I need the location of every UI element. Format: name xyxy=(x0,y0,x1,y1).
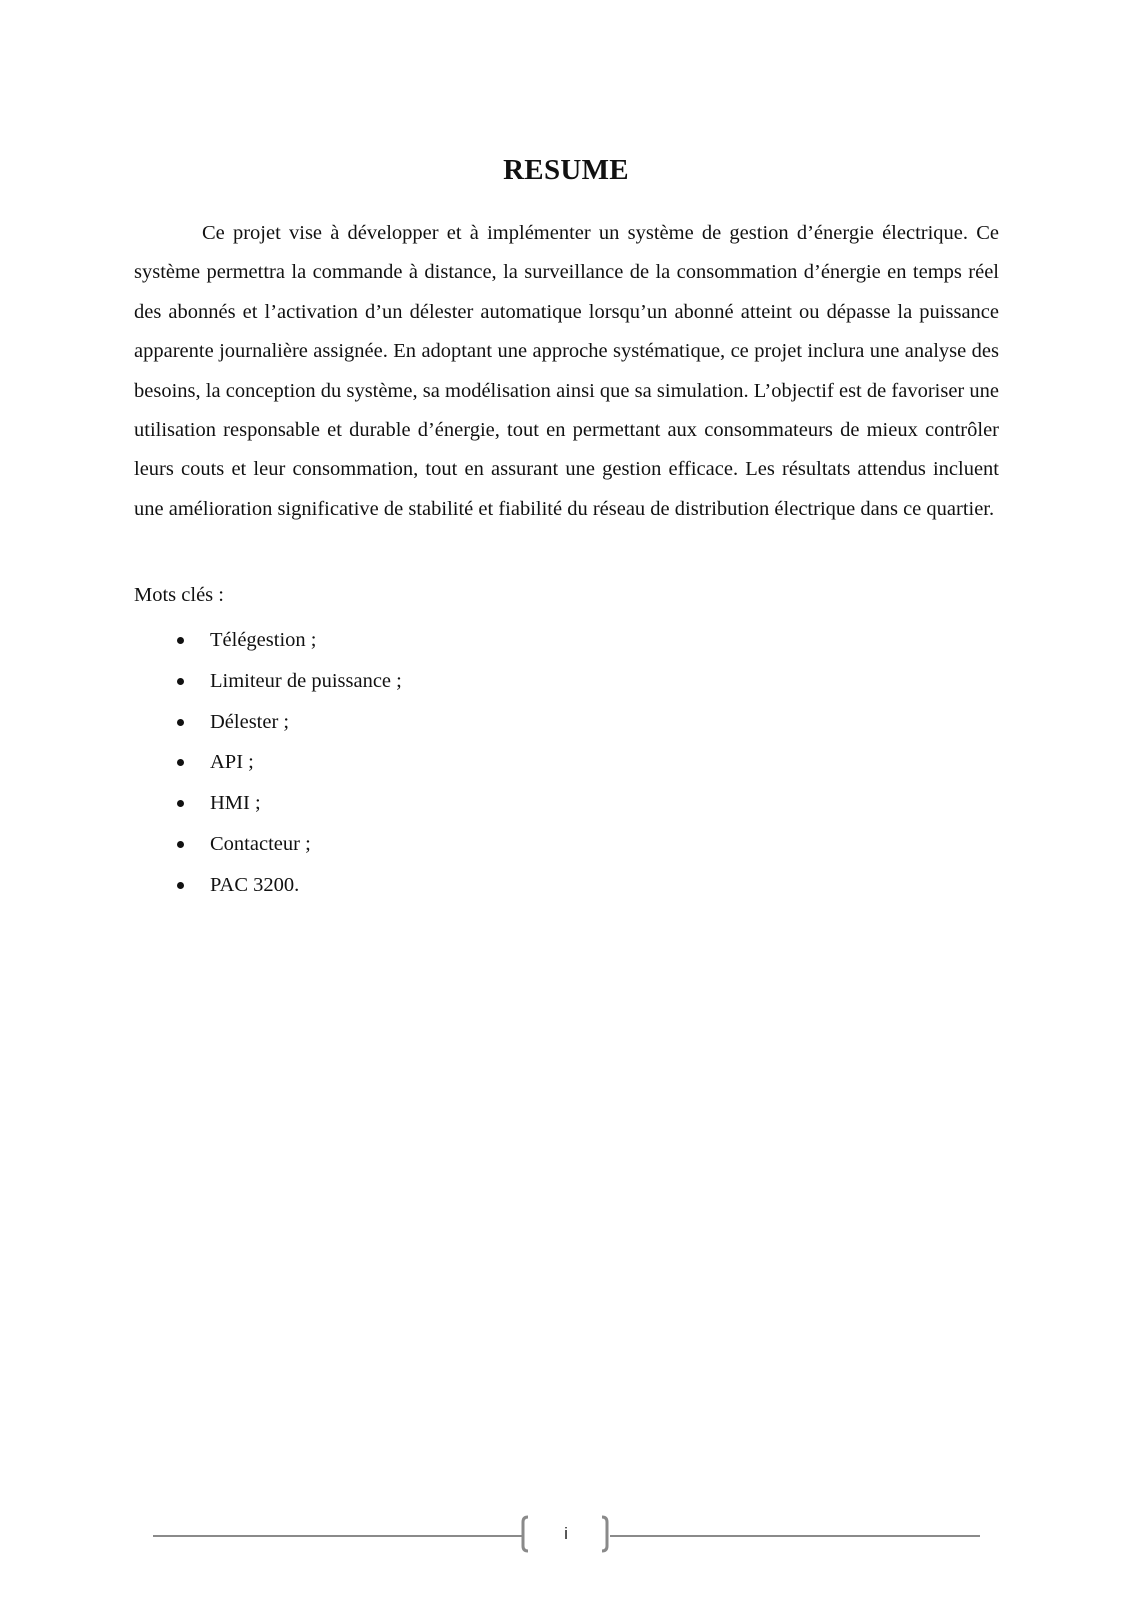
keyword-text: PAC 3200. xyxy=(210,873,300,896)
bullet-icon xyxy=(177,800,184,807)
keyword-item xyxy=(134,710,402,751)
keyword-item xyxy=(134,873,402,914)
footer-rule-right xyxy=(610,1535,980,1537)
abstract-paragraph: Ce projet vise à développer et à implémenter un système de gestion d’énergie électrique. Ce système permettra la commande à distance, la surveillance de la consommation d’énergie en temps réel des abonnés et l’activation d’un délester automatique lorsqu’un abonné atteint ou dépasse la puissance apparente journalière assignée. En adoptant une approche systématique, ce projet inclura une analyse des besoins, la conception du système, sa modélisation ainsi que sa simulation. L’objectif est de favoriser une utilisation responsable et durable d’énergie, tout en permettant aux consommateurs de mieux contrôler leurs couts et leur consommation, tout en assurant une gestion efficace. Les résultats attendus incluent une amélioration significative de stabilité et fiabilité du réseau de distribution électrique dans ce quartier. xyxy=(134,222,999,520)
keyword-item xyxy=(134,832,402,873)
page-title: RESUME xyxy=(503,154,629,186)
page-number: i xyxy=(564,1524,568,1543)
keyword-item xyxy=(134,628,402,669)
keyword-text: Délester ; xyxy=(210,710,290,733)
bullet-icon xyxy=(177,637,184,644)
footer-right-brace-icon xyxy=(601,1515,609,1553)
keyword-text: API ; xyxy=(210,751,254,774)
keyword-text: HMI ; xyxy=(210,792,261,815)
footer-left-brace-icon xyxy=(521,1515,529,1553)
keywords-list xyxy=(134,628,402,914)
bullet-icon xyxy=(177,841,184,848)
keyword-text: Limiteur de puissance ; xyxy=(210,669,402,692)
bullet-icon xyxy=(177,759,184,766)
keyword-item xyxy=(134,791,402,832)
keyword-item xyxy=(134,669,402,710)
keyword-text: Télégestion ; xyxy=(210,629,317,651)
footer-rule-left xyxy=(153,1535,523,1537)
bullet-icon xyxy=(177,882,184,889)
bullet-icon xyxy=(177,719,184,726)
keyword-item xyxy=(134,750,402,791)
bullet-icon xyxy=(177,678,184,685)
keywords-label: Mots clés : xyxy=(134,584,224,606)
keyword-text: Contacteur ; xyxy=(210,832,311,855)
